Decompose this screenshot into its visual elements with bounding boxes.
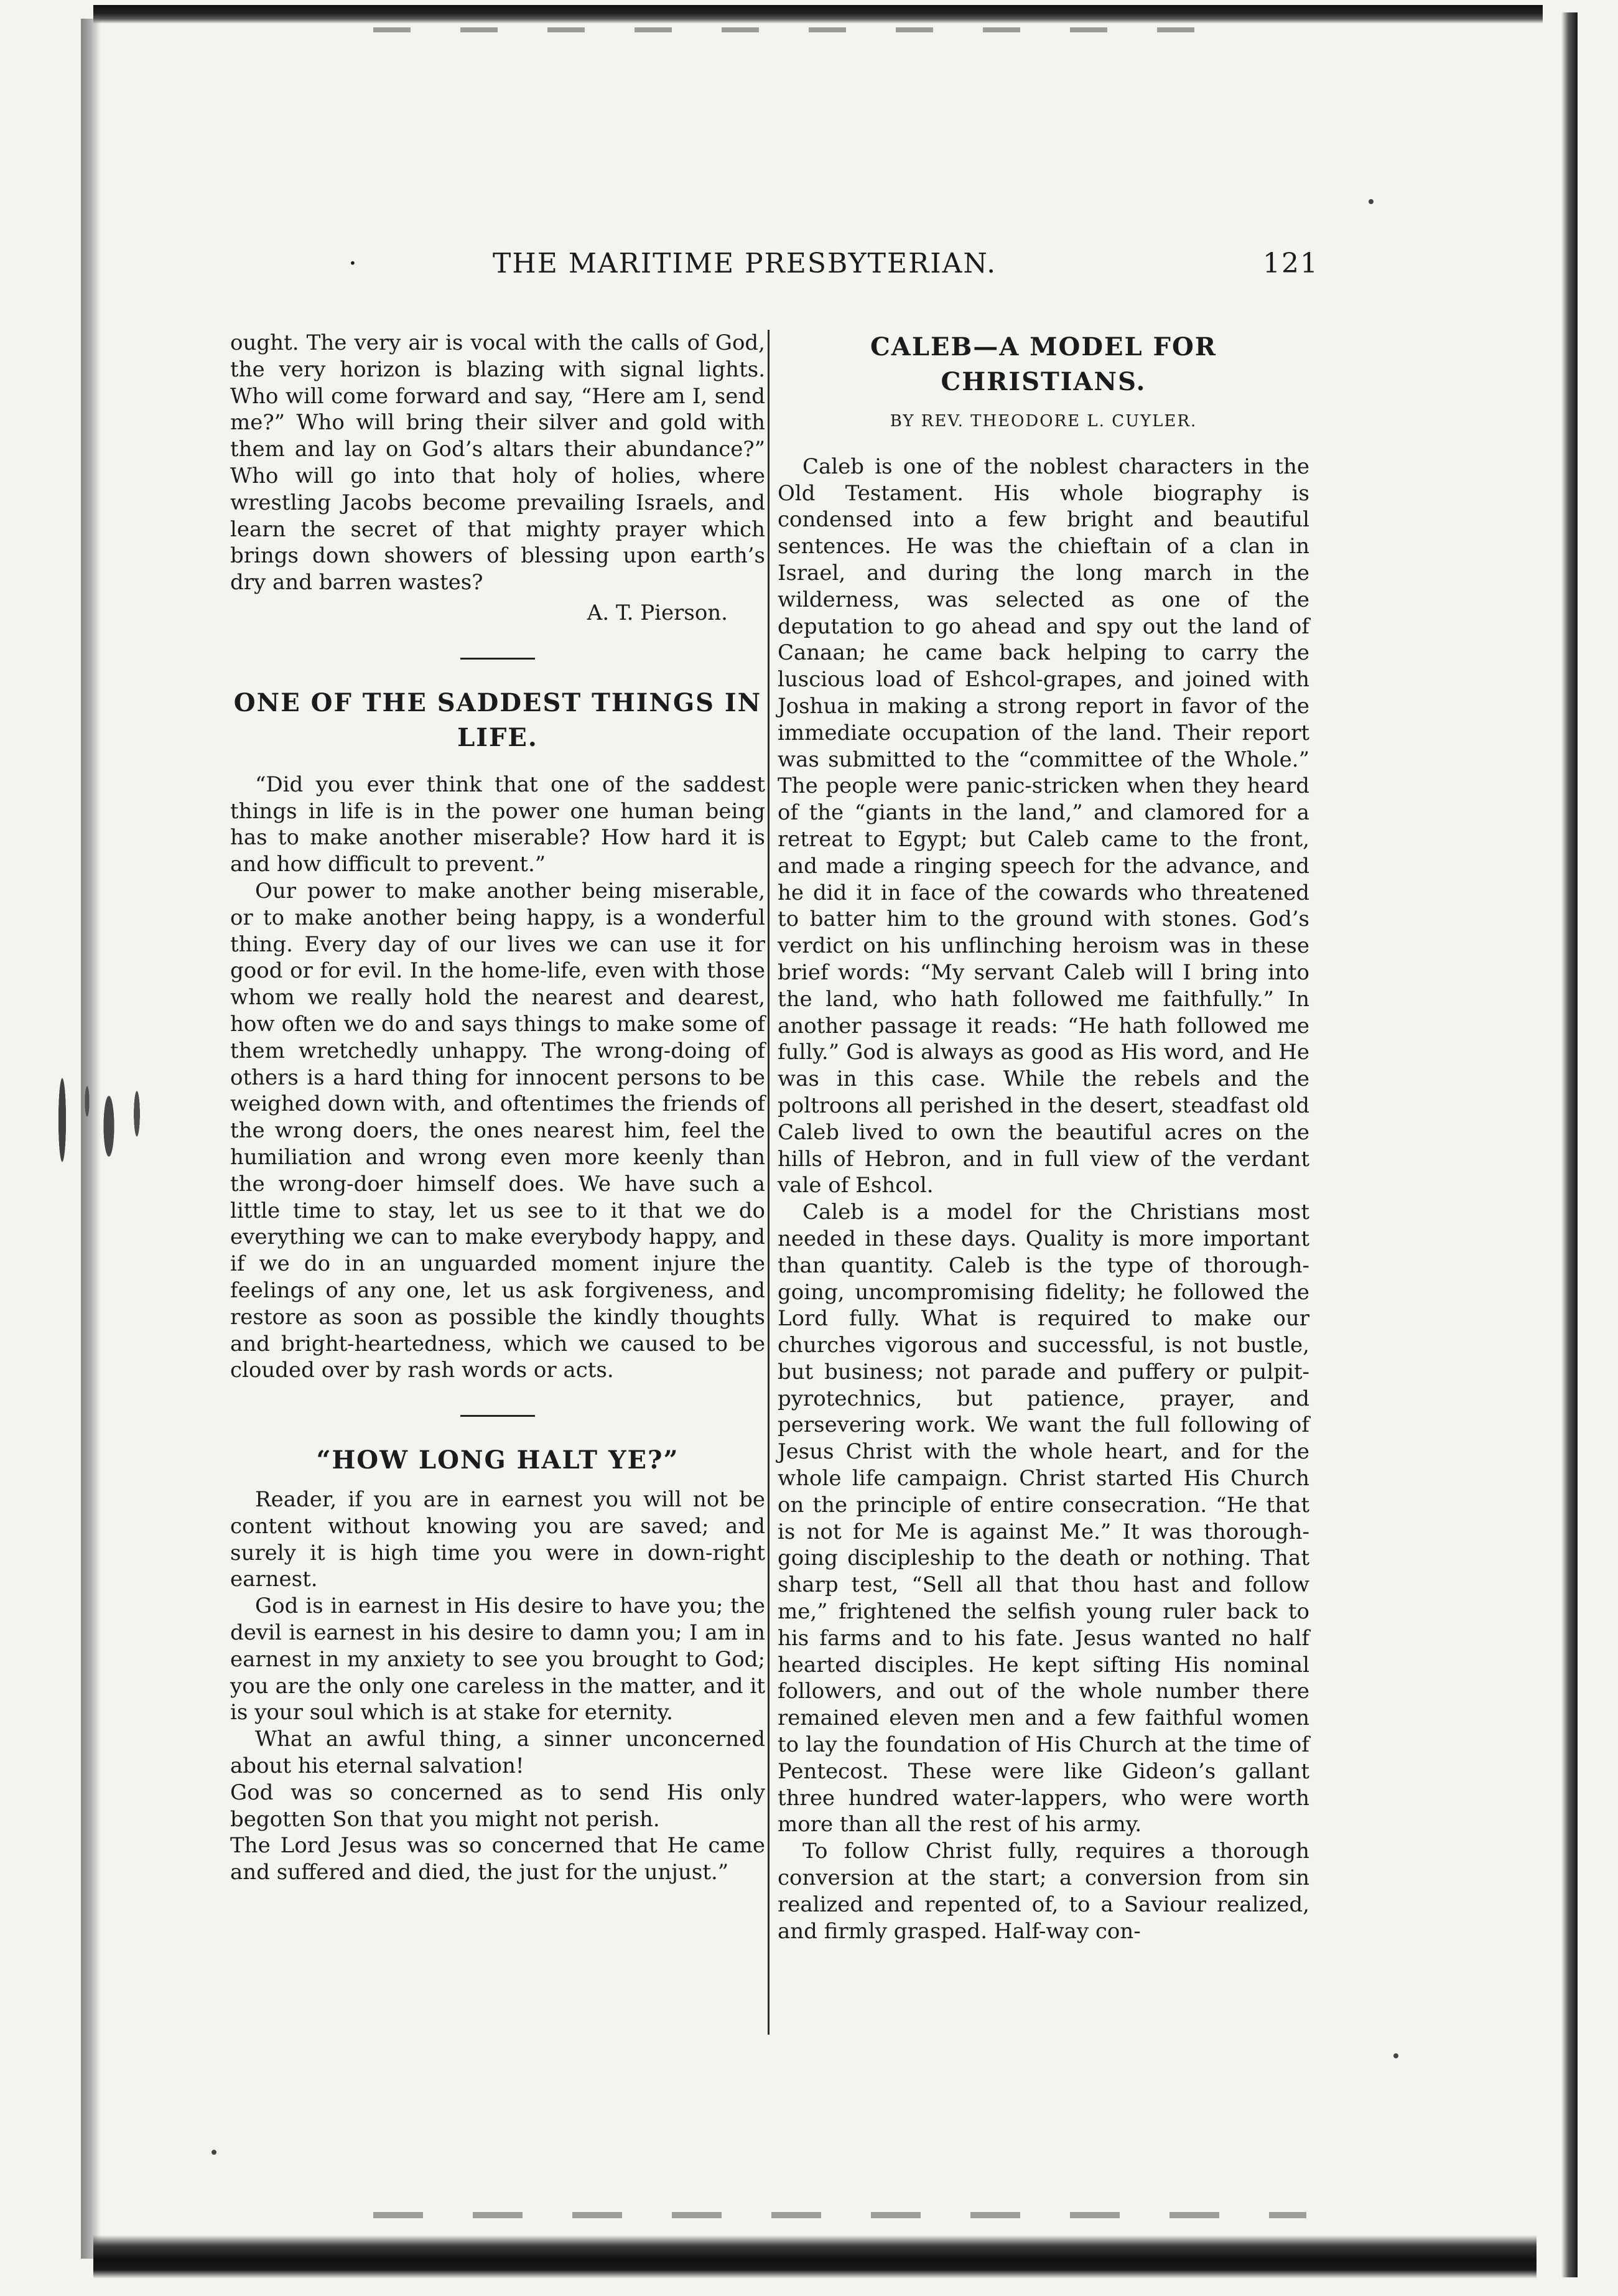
scan-edge-right bbox=[1561, 12, 1578, 2277]
article-paragraph: What an awful thing, a sinner unconcerned about his eternal salvation! bbox=[230, 1727, 765, 1779]
author-signature: A. T. Pierson. bbox=[587, 600, 728, 625]
section-divider bbox=[460, 658, 535, 660]
article-heading-saddest-things: ONE OF THE SADDEST THINGS IN LIFE. bbox=[233, 688, 762, 752]
article-heading-how-long-halt: “HOW LONG HALT YE?” bbox=[316, 1445, 679, 1475]
article-paragraph: God is in earnest in His desire to have you; the devil is earnest in his desire to damn you; I am in earnest in my anxiety to see you brought to God; you are the only one careless in the matter, and it is your soul which is at stake for eternity. bbox=[230, 1594, 765, 1725]
scan-edge-bottom-wisp bbox=[373, 2212, 1306, 2218]
scan-edge-bottom bbox=[93, 2235, 1537, 2279]
right-column bbox=[778, 330, 1309, 1944]
journal-title: THE MARITIME PRESBYTERIAN. bbox=[493, 248, 997, 279]
article-paragraph: To follow Christ fully, requires a thorough conversion at the start; a conversion from sin realized and repented of, to a Saviour realized, and firmly grasped. Half-way con- bbox=[778, 1839, 1309, 1944]
left-column bbox=[230, 330, 765, 1886]
article-paragraph: The Lord Jesus was so concerned that He came and suffered and died, the just for the unjust.” bbox=[230, 1833, 765, 1885]
spacer bbox=[230, 1478, 765, 1486]
article-paragraph: Caleb is one of the noblest characters in the Old Testament. His whole biography is condensed into a few bright and beautiful sentences. He was the chieftain of a clan in Israel, and during the long march in the wilderness, was selected as one of the deputation to go ahead and spy out the land of Canaan; he came back helping to carry the luscious load of Eshcol-grapes, and joined with Joshua in making a strong report in favor of the immediate occupation of the land. Their report was submitted to the “committee of the Whole.” The people were panic-stricken when they heard of the “giants in the land,” and clamored for a retreat to Egypt; but Caleb came to the front, and made a ringing speech for the advance, and he did it in face of the cowards who threatened to batter him to the ground with stones. God’s verdict on his unflinching heroism was in these brief words: “My servant Caleb will I bring into the land, who hath followed me faithfully.” In another passage it reads: “He hath followed me fully.” God is always as good as His word, and He was in this case. While the rebels and the poltroons all perished in the desert, steadfast old Caleb lived to own the beautiful acres on the hills of Hebron, and in full view of the verdant vale of Eshcol. bbox=[778, 454, 1309, 1198]
article-paragraph: Caleb is a model for the Christians most needed in these days. Quality is more important than quantity. Caleb is the type of thorough-going, uncompromising fidelity; he followed the Lord fully. What is required to make our churches vigorous and successful, is not bustle, but business; not parade and puffery or pulpit-pyrotechnics, but patience, prayer, and persevering work. We want the full following of Jesus Christ with the whole heart, and for the whole life campaign. Christ started His Church on the principle of entire consecration. “He that is not for Me is against Me.” It was thorough-going discipleship to the death or nothing. That sharp test, “Sell all that thou hast and follow me,” frightened the selfish young ruler back to his farms and to his fate. Jesus wanted no half hearted disciples. He kept sifting His nominal followers, and out of the whole number there remained eleven men and a few faithful women to lay the foundation of His Church at the time of Pentecost. These were like Gideon’s gallant three hundred water-lappers, who were worth more than all the rest of his army. bbox=[778, 1200, 1309, 1837]
header-mark: · bbox=[348, 248, 358, 279]
article-byline: BY REV. THEODORE L. CUYLER. bbox=[890, 412, 1197, 431]
scan-edge-top-wisp bbox=[373, 27, 1244, 32]
spacer bbox=[230, 755, 765, 772]
continued-paragraph: ought. The very air is vocal with the calls of God, the very horizon is blazing with signal lights. Who will come forward and say, “Here am I, send me?” Who will bring their silver and gold with them and lay on God’s altars their abundance?” Who will go into that holy of holies, where wrestling Jacobs become prevailing Israels, and learn the secret of that mighty prayer which brings down showers of blessing upon earth’s dry and barren wastes? bbox=[230, 330, 765, 595]
page-number: 121 bbox=[1263, 248, 1319, 279]
article-paragraph: “Did you ever think that one of the saddest things in life is in the power one human being has to make another miserable? How hard it is and how difficult to prevent.” bbox=[230, 772, 765, 877]
article-paragraph: Reader, if you are in earnest you will not be content without knowing you are saved; and surely it is high time you were in down-right earnest. bbox=[230, 1487, 765, 1592]
scan-speck bbox=[1393, 2053, 1398, 2058]
scan-speck bbox=[1369, 199, 1374, 204]
scan-speck bbox=[212, 2150, 216, 2155]
binding-mark bbox=[44, 1045, 162, 1201]
article-paragraph: God was so concerned as to send His only begotten Son that you might not perish. bbox=[230, 1780, 765, 1832]
article-paragraph: Our power to make another being miserable, or to make another being happy, is a wonderful thing. Every day of our lives we can use it for good or for evil. In the home-life, even with those whom we really hold the nearest and dearest, how often we do and says things to make some of them wretchedly unhappy. The wrong-doing of others is a hard thing for innocent persons to be weighed down with, and oftentimes the friends of the wrong doers, the ones nearest him, feel the humiliation and wrong even more keenly than the wrong-doer himself does. We have such a little time to stay, let us see to it that we do everything we can to make everybody happy, and if we do in an unguarded moment injure the feelings of any one, let us ask forgiveness, and restore as soon as possible the kindly thoughts and bright-heartedness, which we caused to be clouded over by rash words or acts. bbox=[230, 878, 765, 1383]
article-heading-caleb: CALEB—A MODEL FOR CHRISTIANS. bbox=[870, 332, 1217, 396]
column-rule bbox=[768, 330, 769, 2035]
running-header bbox=[348, 248, 1319, 282]
section-divider bbox=[460, 1415, 535, 1417]
scan-edge-top bbox=[93, 5, 1543, 24]
